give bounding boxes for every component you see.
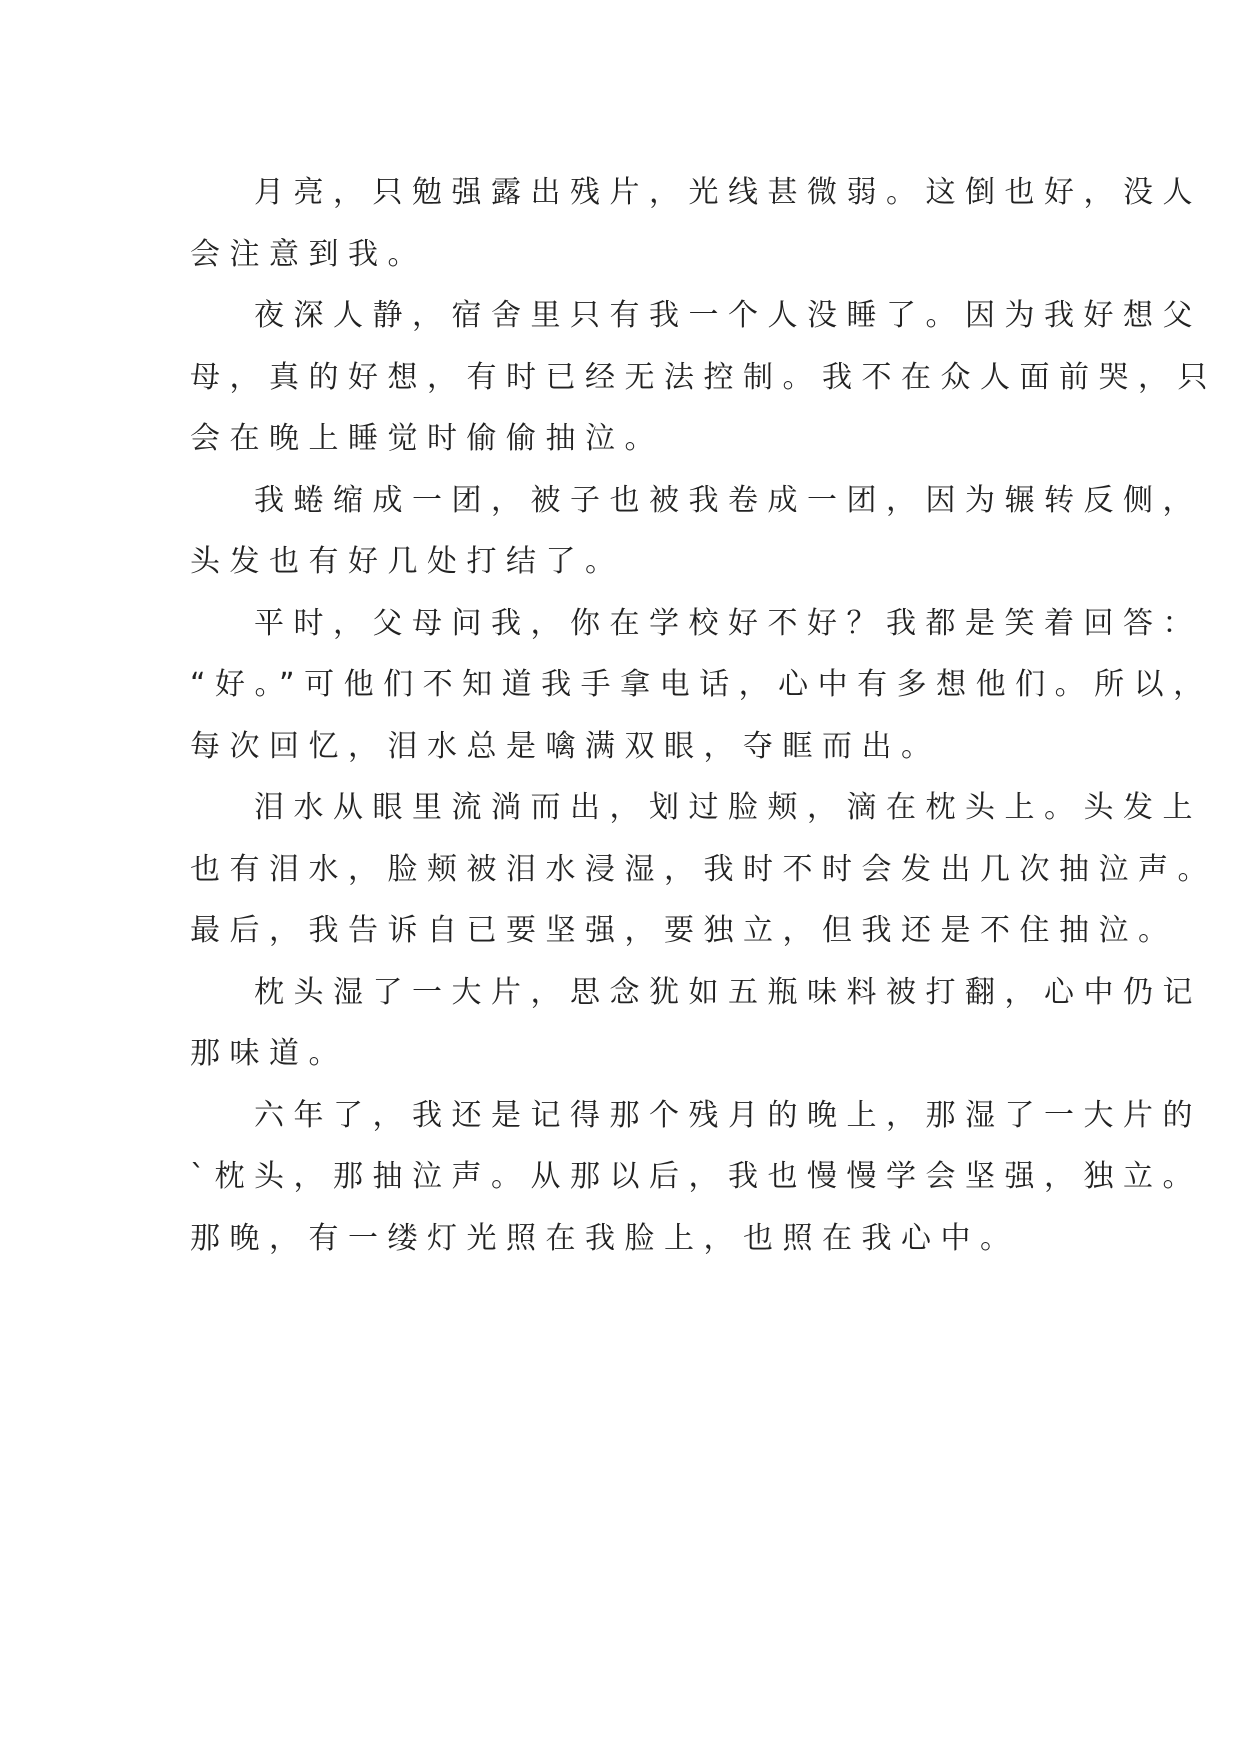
paragraph-2 bbox=[190, 285, 1217, 470]
text-line: 那晚，有一缕灯光照在我脸上，也照在我心中。 bbox=[190, 1220, 1020, 1256]
paragraph-4 bbox=[190, 593, 1213, 778]
paragraph-5 bbox=[190, 777, 1217, 962]
paragraph-7 bbox=[190, 1085, 1202, 1270]
text-line: 会在晚上睡觉时偷偷抽泣。 bbox=[190, 421, 664, 456]
text-line: 每次回忆，泪水总是噙满双眼，夺眶而出。 bbox=[190, 728, 941, 764]
paragraph-1 bbox=[190, 162, 1202, 285]
text-line: 枕头湿了一大片，思念犹如五瓶味料被打翻，心中仍记 bbox=[254, 974, 1202, 1010]
paragraph-3 bbox=[190, 470, 1202, 593]
document-body bbox=[190, 162, 1217, 1269]
text-line: 泪水从眼里流淌而出，划过脸颊，滴在枕头上。头发上 bbox=[254, 790, 1202, 825]
text-line: 六年了，我还是记得那个残月的晚上，那湿了一大片的 bbox=[254, 1097, 1202, 1133]
text-line: 也有泪水，脸颊被泪水浸湿，我时不时会发出几次抽泣声。 bbox=[190, 851, 1217, 887]
text-line: “好。”可他们不知道我手拿电话，心中有多想他们。所以， bbox=[190, 667, 1213, 702]
text-line: 平时，父母问我，你在学校好不好？我都是笑着回答： bbox=[254, 605, 1202, 641]
text-line: 头发也有好几处打结了。 bbox=[190, 544, 625, 579]
text-line: 夜深人静，宿舍里只有我一个人没睡了。因为我好想父 bbox=[254, 298, 1202, 333]
text-line: 母，真的好想，有时已经无法控制。我不在众人面前哭，只 bbox=[190, 359, 1217, 395]
text-line: 那味道。 bbox=[190, 1036, 348, 1071]
text-line: 我蜷缩成一团，被子也被我卷成一团，因为辗转反侧， bbox=[254, 482, 1202, 518]
text-line: 最后，我告诉自已要坚强，要独立，但我还是不住抽泣。 bbox=[190, 913, 1178, 948]
text-line: `枕头，那抽泣声。从那以后，我也慢慢学会坚强，独立。 bbox=[190, 1159, 1202, 1194]
text-line: 月亮，只勉强露出残片，光线甚微弱。这倒也好，没人 bbox=[254, 175, 1202, 210]
paragraph-6 bbox=[190, 962, 1202, 1085]
text-line: 会注意到我。 bbox=[190, 236, 427, 272]
